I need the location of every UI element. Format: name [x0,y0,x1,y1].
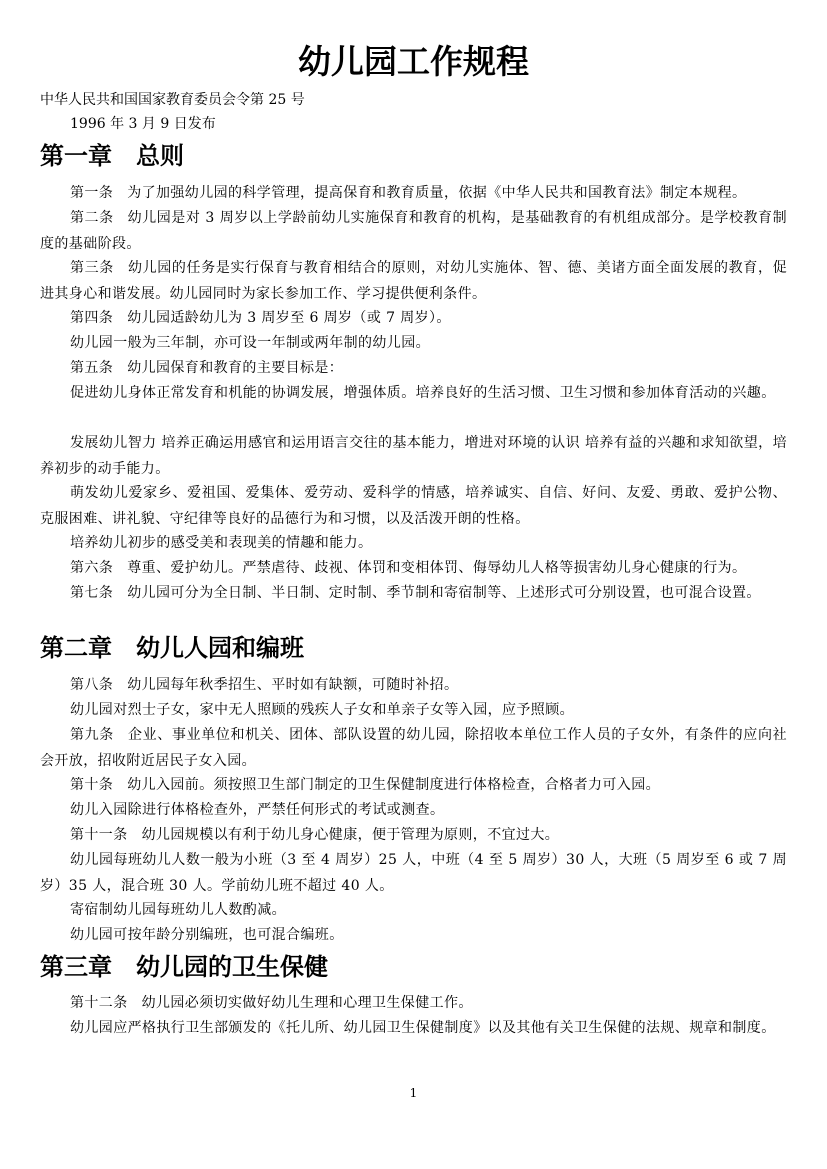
article-label: 第二条 [70,210,114,226]
article-3 [40,256,787,307]
chapter-number: 第三章 [40,952,112,981]
paragraph-text: 培养幼儿初步的感受美和表现美的情趣和能力。 [70,535,373,551]
chapter-name: 幼儿人园和编班 [136,633,304,662]
article-label: 第十条 [70,777,114,793]
article-label: 第七条 [70,585,114,601]
article-9 [40,723,787,774]
chapter-name: 幼儿园的卫生保健 [136,952,328,981]
chapter-heading-3 [40,951,328,983]
article-text: 幼儿园每年秋季招生、平时如有缺额，可随时补招。 [127,677,459,693]
article-text: 幼儿园可分为全日制、半日制、定时制、季节制和寄宿制等、上述形式可分别设置，也可混合设置。 [127,585,761,601]
paragraph [40,848,787,899]
article-6 [40,556,787,582]
paragraph-text: 幼儿园每班幼儿人数一般为小班（3 至 4 周岁）25 人，中班（4 至 5 周岁）30 人，大班（5 周岁至 6 或 7 周岁）35 人，混合班 30 人。学前幼儿班不超过 40 人。 [40,852,787,894]
article-8 [40,673,787,699]
paragraph [40,531,787,557]
article-text: 尊重、爱护幼儿。严禁虐待、歧视、体罚和变相体罚、侮辱幼儿人格等损害幼儿身心健康的行为。 [127,560,747,576]
paragraph [40,798,787,824]
page-number: 1 [409,1086,418,1100]
article-label: 第九条 [70,727,114,743]
article-text: 幼儿园必须切实做好幼儿生理和心理卫生保健工作。 [141,995,473,1011]
paragraph [40,381,787,407]
article-text: 幼儿园保育和教育的主要目标是： [127,360,344,376]
paragraph-text: 幼儿入园除进行体格检查外，严禁任何形式的考试或测查。 [70,802,445,818]
article-label: 第六条 [70,560,114,576]
document-title: 幼儿园工作规程 [298,42,529,81]
article-12 [40,991,787,1017]
article-7 [40,581,787,607]
article-5 [40,356,787,382]
paragraph [40,1016,787,1042]
article-text: 幼儿园是对 3 周岁以上学龄前幼儿实施保育和教育的机构，是基础教育的有机组成部分。是学校教育制度的基础阶段。 [40,210,787,252]
chapter-heading-2 [40,632,304,664]
article-label: 第十二条 [70,995,128,1011]
article-label: 第四条 [70,310,114,326]
paragraph [40,431,787,482]
paragraph-text: 萌发幼儿爱家乡、爱祖国、爱集体、爱劳动、爱科学的情感，培养诚实、自信、好问、友爱、勇敢、爱护公物、克服困难、讲礼貌、守纪律等良好的品德行为和习惯，以及活泼开朗的性格。 [40,485,787,527]
paragraph-text: 促进幼儿身体正常发育和机能的协调发展，增强体质。培养良好的生活习惯、卫生习惯和参加体育活动的兴趣。 [70,385,776,401]
article-text: 幼儿园适龄幼儿为 3 周岁至 6 周岁（或 7 周岁）。 [127,310,451,326]
article-label: 第十一条 [70,827,128,843]
chapter-name: 总则 [136,141,184,170]
chapter-number: 第二章 [40,633,112,662]
article-text: 为了加强幼儿园的科学管理，提高保育和教育质量，依据《中华人民共和国教育法》制定本规程。 [127,185,747,201]
paragraph [40,698,787,724]
paragraph-text: 幼儿园对烈士子女，家中无人照顾的残疾人子女和单亲子女等入园，应予照顾。 [70,702,574,718]
article-label: 第八条 [70,677,114,693]
article-text: 幼儿园的任务是实行保育与教育相结合的原则，对幼儿实施体、智、德、美诸方面全面发展的教育，促进其身心和谐发展。幼儿园同时为家长参加工作、学习提供便利条件。 [40,260,787,302]
article-1 [40,181,787,207]
article-text: 企业、事业单位和机关、团体、部队设置的幼儿园，除招收本单位工作人员的子女外，有条件的应向社会开放，招收附近居民子女入园。 [40,727,787,769]
chapter-number: 第一章 [40,141,112,170]
paragraph [40,923,787,949]
paragraph [40,898,787,924]
paragraph-text: 幼儿园可按年龄分别编班，也可混合编班。 [70,927,344,943]
article-10 [40,773,787,799]
chapter-heading-1 [40,140,184,172]
paragraph-text: 发展幼儿智力 培养正确运用感官和运用语言交往的基本能力，增进对环境的认识 培养有益的兴趣和求知欲望，培养初步的动手能力。 [40,435,787,477]
paragraph-text: 寄宿制幼儿园每班幼儿人数酌减。 [70,902,286,918]
paragraph-text: 幼儿园应严格执行卫生部颁发的《托儿所、幼儿园卫生保健制度》以及其他有关卫生保健的法规、规章和制度。 [70,1020,776,1036]
paragraph [40,481,787,532]
article-11 [40,823,787,849]
article-label: 第一条 [70,185,114,201]
article-text: 幼儿园规模以有利于幼儿身心健康，便于管理为原则，不宜过大。 [141,827,560,843]
article-text: 幼儿入园前。须按照卫生部门制定的卫生保健制度进行体格检查，合格者力可入园。 [127,777,661,793]
article-label: 第五条 [70,360,114,376]
article-2 [40,206,787,257]
paragraph-text: 幼儿园一般为三年制，亦可设一年制或两年制的幼儿园。 [70,335,430,351]
publish-date: 1996 年 3 月 9 日发布 [70,116,216,132]
decree-line: 中华人民共和国国家教育委员会令第 25 号 [40,92,305,108]
article-4 [40,306,787,332]
paragraph [40,331,787,357]
article-label: 第三条 [70,260,114,276]
